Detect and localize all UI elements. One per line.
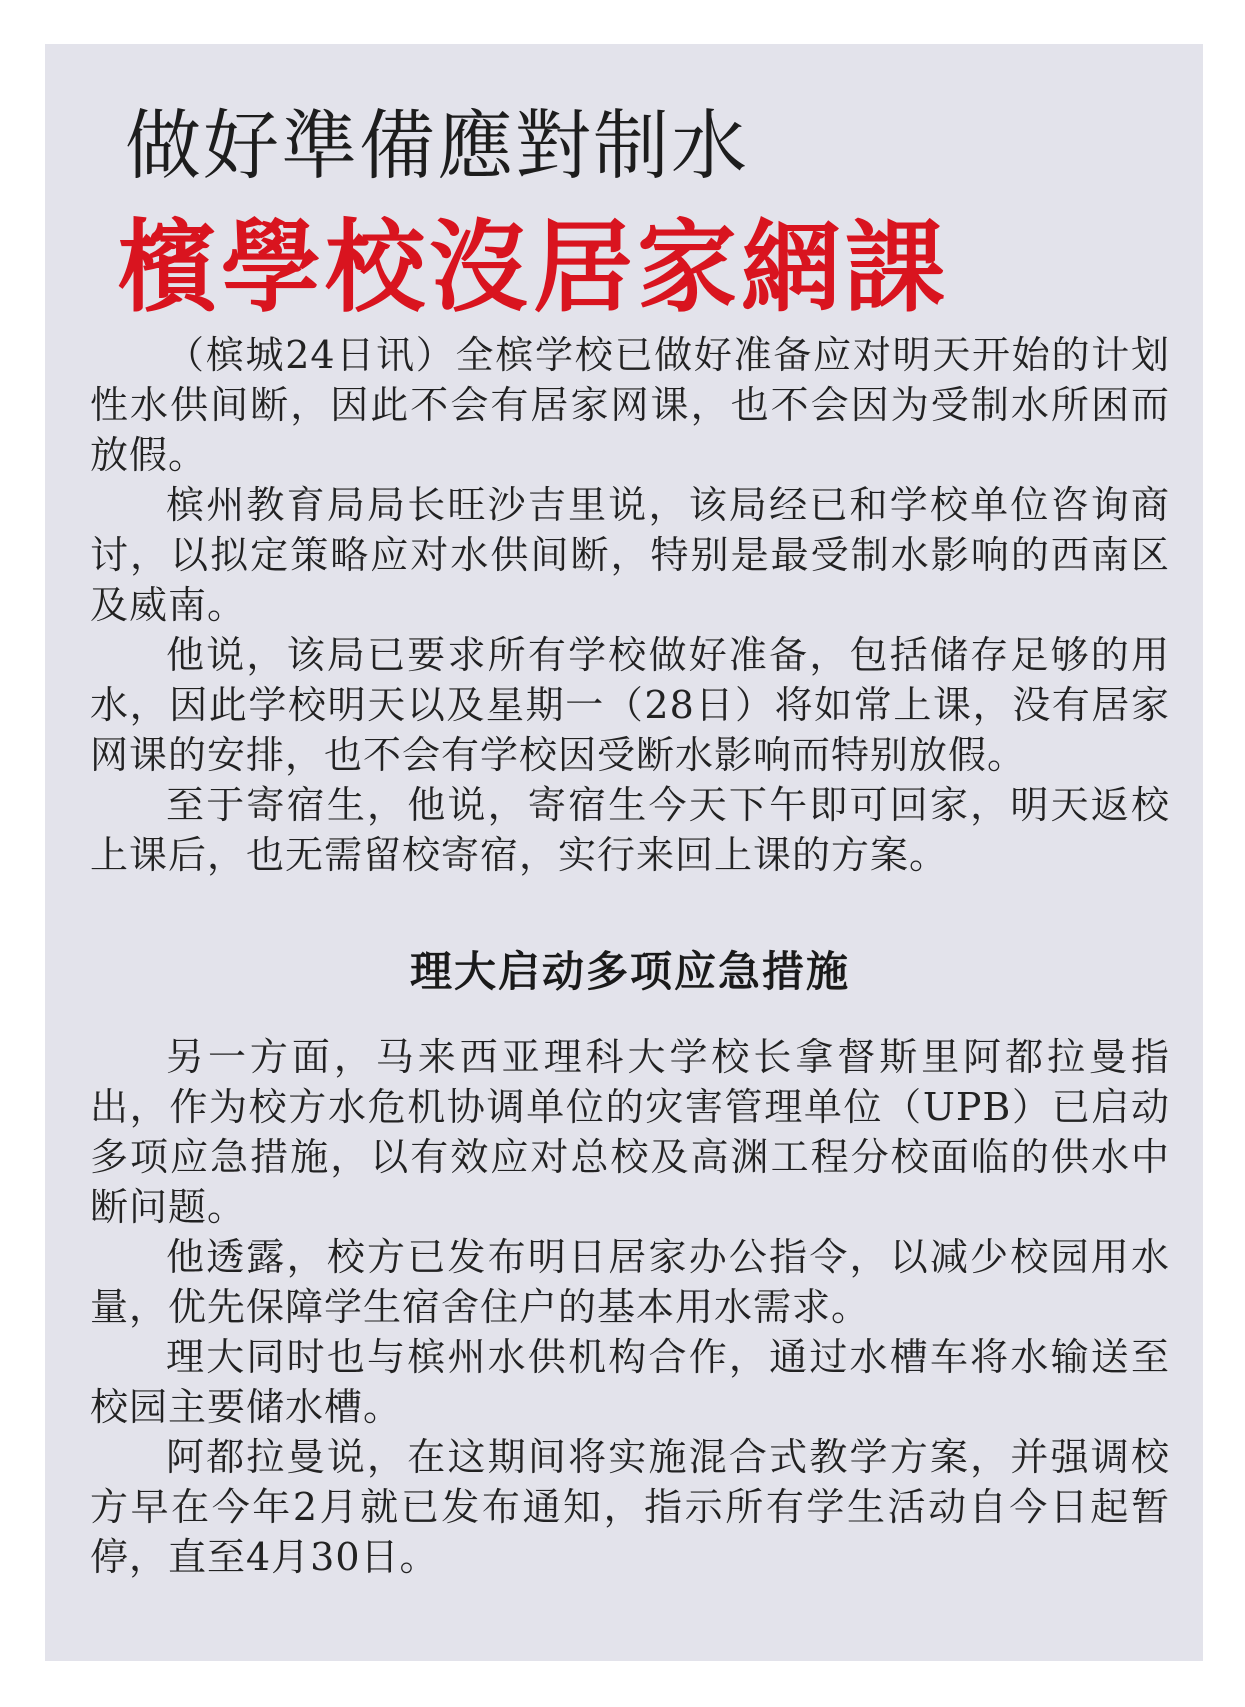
paragraph: 他透露，校方已发布明日居家办公指令，以减少校园用水量，优先保障学生宿舍住户的基本用水需求。	[90, 1235, 1170, 1329]
paragraph: 理大同时也与槟州水供机构合作，通过水槽车将水输送至校园主要储水槽。	[90, 1335, 1170, 1429]
article-body-part2	[90, 1032, 1170, 1582]
headline-top: 做好準備應對制水	[125, 101, 749, 190]
paragraph: 至于寄宿生，他说，寄宿生今天下午即可回家，明天返校上课后，也无需留校寄宿，实行来回上课的方案。	[90, 783, 1170, 877]
subheading: 理大启动多项应急措施	[409, 947, 850, 996]
news-clipping	[45, 44, 1203, 1661]
paragraph: （槟城24日讯）全槟学校已做好准备应对明天开始的计划性水供间断，因此不会有居家网课，也不会因为受制水所困而放假。	[90, 333, 1170, 477]
article-body-part1	[90, 330, 1170, 880]
paragraph: 槟州教育局局长旺沙吉里说，该局经已和学校单位咨询商讨，以拟定策略应对水供间断，特别是最受制水影响的西南区及威南。	[90, 483, 1170, 627]
headline-main: 檳學校沒居家網課	[117, 209, 949, 326]
paragraph: 另一方面，马来西亚理科大学校长拿督斯里阿都拉曼指出，作为校方水危机协调单位的灾害管理单位（UPB）已启动多项应急措施，以有效应对总校及高渊工程分校面临的供水中断问题。	[90, 1035, 1170, 1229]
paragraph: 阿都拉曼说，在这期间将实施混合式教学方案，并强调校方早在今年2月就已发布通知，指示所有学生活动自今日起暂停，直至4月30日。	[90, 1435, 1170, 1579]
paragraph: 他说，该局已要求所有学校做好准备，包括储存足够的用水，因此学校明天以及星期一（28日）将如常上课，没有居家网课的安排，也不会有学校因受断水影响而特别放假。	[90, 633, 1170, 777]
